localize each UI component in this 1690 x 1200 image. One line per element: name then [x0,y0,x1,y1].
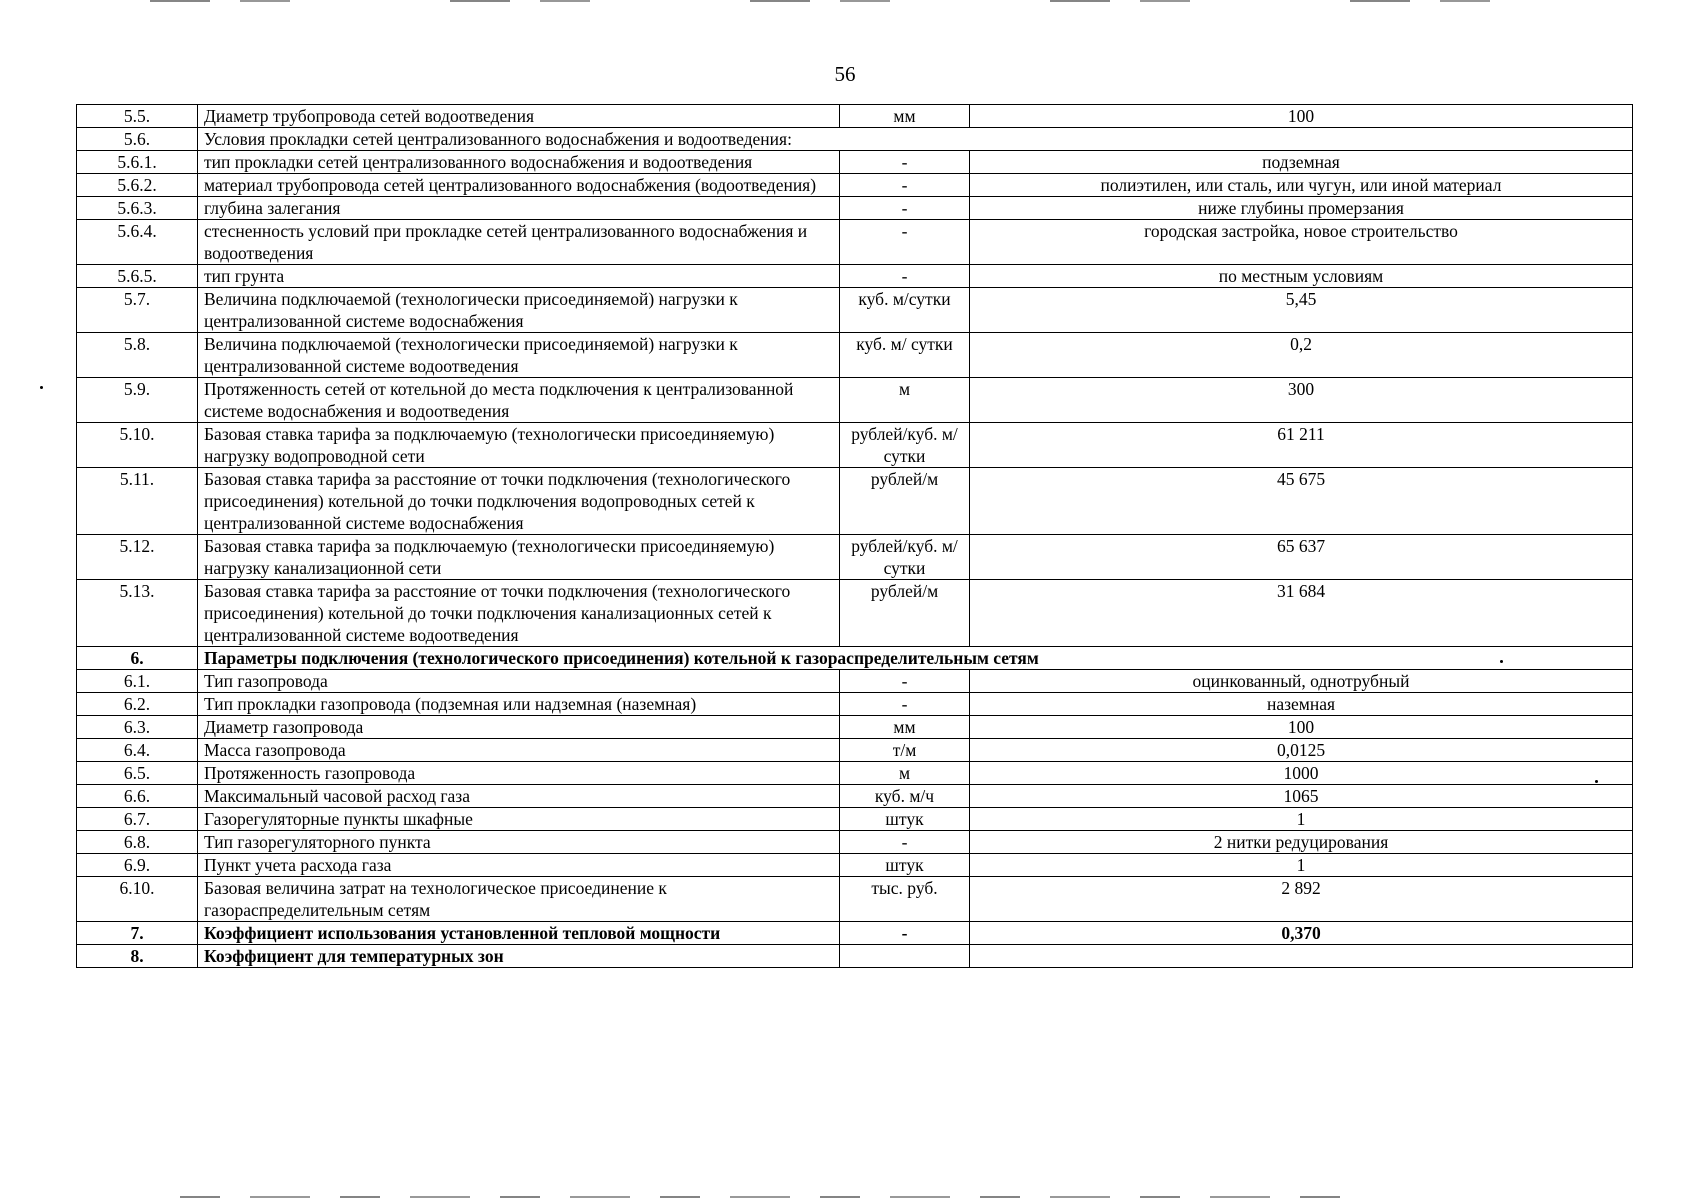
row-value: 45 675 [970,468,1633,535]
row-unit: - [840,151,970,174]
table-row [77,670,1633,693]
row-unit: т/м [840,739,970,762]
parameters-table-body [77,105,1633,968]
row-unit: - [840,220,970,265]
scan-speck [1595,780,1598,783]
row-description: Величина подключаемой (технологически присоединяемой) нагрузки к централизованной системе водоснабжения [198,288,840,333]
row-value: 65 637 [970,535,1633,580]
row-description: глубина залегания [198,197,840,220]
row-number: 6.2. [77,693,198,716]
row-number: 5.9. [77,378,198,423]
row-number: 5.6.1. [77,151,198,174]
row-number: 5.8. [77,333,198,378]
row-description: Тип газорегуляторного пункта [198,831,840,854]
row-unit: - [840,265,970,288]
row-value: 0,370 [970,922,1633,945]
row-number: 5.12. [77,535,198,580]
row-number: 6.7. [77,808,198,831]
page-number: 56 [834,62,856,86]
row-number: 5.6.3. [77,197,198,220]
row-number: 6.4. [77,739,198,762]
table-row [77,945,1633,968]
table-row [77,854,1633,877]
row-description: Коэффициент для температурных зон [198,945,840,968]
row-value: 2 892 [970,877,1633,922]
table-row [77,877,1633,922]
row-number: 7. [77,922,198,945]
row-number: 5.6.2. [77,174,198,197]
row-unit: куб. м/ч [840,785,970,808]
row-description: Пункт учета расхода газа [198,854,840,877]
table-row [77,831,1633,854]
row-description: Диаметр трубопровода сетей водоотведения [198,105,840,128]
table-row [77,785,1633,808]
row-description: Масса газопровода [198,739,840,762]
table-row [77,535,1633,580]
row-value: 100 [970,716,1633,739]
row-description: Газорегуляторные пункты шкафные [198,808,840,831]
row-value: 1065 [970,785,1633,808]
table-row [77,647,1633,670]
row-value: городская застройка, новое строительство [970,220,1633,265]
row-number: 5.10. [77,423,198,468]
row-number: 6.3. [77,716,198,739]
row-number: 5.13. [77,580,198,647]
row-unit [840,945,970,968]
row-number: 6.10. [77,877,198,922]
row-description: Параметры подключения (технологического присоединения) котельной к газораспределительным сетям [198,647,1633,670]
row-number: 6. [77,647,198,670]
row-description: Базовая ставка тарифа за расстояние от точки подключения (технологического присоединения) котельной до точки подключения водопроводных сетей к централизованной системе водоснабжения [198,468,840,535]
row-description: Тип газопровода [198,670,840,693]
row-unit: - [840,693,970,716]
scan-artifact-top [150,0,1590,2]
row-value: 100 [970,105,1633,128]
row-description: Базовая величина затрат на технологическое присоединение к газораспределительным сетям [198,877,840,922]
table-row [77,265,1633,288]
row-unit: - [840,670,970,693]
table-row [77,423,1633,468]
table-row [77,333,1633,378]
row-description: Базовая ставка тарифа за расстояние от точки подключения (технологического присоединения) котельной до точки подключения канализационных сетей к централизованной системе водоотведения [198,580,840,647]
row-unit: м [840,378,970,423]
row-value: 1000 [970,762,1633,785]
row-unit: - [840,197,970,220]
row-unit: - [840,174,970,197]
row-number: 8. [77,945,198,968]
table-row [77,739,1633,762]
row-number: 6.9. [77,854,198,877]
parameters-table [76,104,1633,968]
row-description: Коэффициент использования установленной тепловой мощности [198,922,840,945]
table-row [77,762,1633,785]
row-number: 5.5. [77,105,198,128]
row-value: наземная [970,693,1633,716]
row-unit: мм [840,716,970,739]
row-description: Условия прокладки сетей централизованного водоснабжения и водоотведения: [198,128,1633,151]
table-row [77,151,1633,174]
table-row [77,468,1633,535]
row-description: Величина подключаемой (технологически присоединяемой) нагрузки к централизованной системе водоотведения [198,333,840,378]
row-value: по местным условиям [970,265,1633,288]
row-number: 6.5. [77,762,198,785]
row-unit: - [840,922,970,945]
row-number: 6.8. [77,831,198,854]
table-row [77,105,1633,128]
row-value: 1 [970,854,1633,877]
row-description: стесненность условий при прокладке сетей централизованного водоснабжения и водоотведения [198,220,840,265]
row-value: 61 211 [970,423,1633,468]
row-description: материал трубопровода сетей централизованного водоснабжения (водоотведения) [198,174,840,197]
row-unit: рублей/куб. м/сутки [840,423,970,468]
row-value: 5,45 [970,288,1633,333]
scan-speck [1500,660,1503,663]
table-row [77,716,1633,739]
row-number: 6.6. [77,785,198,808]
row-description: Базовая ставка тарифа за подключаемую (технологически присоединяемую) нагрузку водопроводной сети [198,423,840,468]
row-value: 0,2 [970,333,1633,378]
row-description: Максимальный часовой расход газа [198,785,840,808]
row-value: 2 нитки редуцирования [970,831,1633,854]
scan-speck [40,386,43,389]
row-value: подземная [970,151,1633,174]
row-description: тип прокладки сетей централизованного водоснабжения и водоотведения [198,151,840,174]
row-unit: мм [840,105,970,128]
table-row [77,128,1633,151]
row-unit: куб. м/ сутки [840,333,970,378]
row-value: 0,0125 [970,739,1633,762]
row-description: тип грунта [198,265,840,288]
row-unit: куб. м/сутки [840,288,970,333]
table-row [77,693,1633,716]
row-description: Протяженность сетей от котельной до места подключения к централизованной системе водоснабжения и водоотведения [198,378,840,423]
row-value: оцинкованный, однотрубный [970,670,1633,693]
row-description: Диаметр газопровода [198,716,840,739]
scan-artifact-bottom [180,1196,1350,1198]
row-number: 5.11. [77,468,198,535]
table-row [77,288,1633,333]
row-description: Тип прокладки газопровода (подземная или надземная (наземная) [198,693,840,716]
row-description: Базовая ставка тарифа за подключаемую (технологически присоединяемую) нагрузку канализационной сети [198,535,840,580]
row-value: ниже глубины промерзания [970,197,1633,220]
row-unit: штук [840,808,970,831]
row-number: 5.6.4. [77,220,198,265]
table-row [77,197,1633,220]
row-description: Протяженность газопровода [198,762,840,785]
row-unit: тыс. руб. [840,877,970,922]
row-number: 6.1. [77,670,198,693]
table-row [77,922,1633,945]
row-number: 5.6. [77,128,198,151]
row-unit: м [840,762,970,785]
table-row [77,174,1633,197]
row-unit: - [840,831,970,854]
table-row [77,220,1633,265]
row-number: 5.6.5. [77,265,198,288]
table-row [77,580,1633,647]
row-value [970,945,1633,968]
row-unit: рублей/куб. м/сутки [840,535,970,580]
row-value: 31 684 [970,580,1633,647]
row-value: 300 [970,378,1633,423]
row-value: полиэтилен, или сталь, или чугун, или иной материал [970,174,1633,197]
table-row [77,378,1633,423]
row-unit: рублей/м [840,580,970,647]
row-unit: рублей/м [840,468,970,535]
table-row [77,808,1633,831]
row-value: 1 [970,808,1633,831]
row-unit: штук [840,854,970,877]
row-number: 5.7. [77,288,198,333]
